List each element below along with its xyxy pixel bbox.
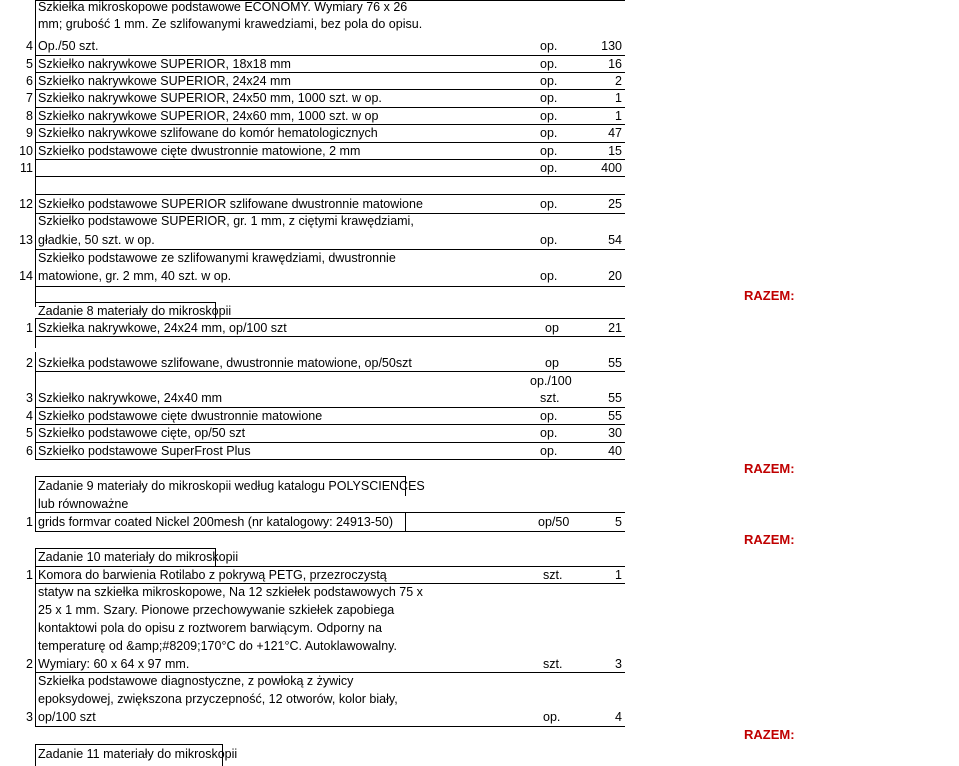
cell-no: 6 [26, 74, 33, 88]
cell-desc: Szkiełko nakrywkowe SUPERIOR, 18x18 mm [38, 57, 291, 71]
grid-line [35, 566, 36, 726]
cell-unit: op. [540, 161, 558, 175]
cell-qty: 16 [608, 57, 622, 71]
cell-qty: 3 [615, 657, 622, 671]
grid-line [35, 512, 36, 532]
cell-unit: op. [540, 197, 558, 211]
cell-no: 1 [26, 321, 33, 335]
cell-unit: op. [540, 426, 558, 440]
cell-desc: op/100 szt [38, 710, 96, 724]
grid-line [405, 513, 406, 532]
cell-no: 3 [26, 710, 33, 724]
cell-qty: 400 [601, 161, 622, 175]
cell-desc: statyw na szkiełka mikroskopowe, Na 12 szkiełek podstawowych 75 x [38, 585, 423, 599]
grid-line [35, 548, 36, 566]
cell-no: 6 [26, 444, 33, 458]
section-title: Zadanie 10 materiały do mikroskopii [38, 550, 239, 564]
razem-label: RAZEM: [744, 288, 795, 303]
cell-no: 13 [19, 233, 33, 247]
cell-qty: 55 [608, 391, 622, 405]
razem-label: RAZEM: [744, 532, 795, 547]
cell-no: 4 [26, 39, 33, 53]
cell-no: 5 [26, 426, 33, 440]
cell-unit: op [545, 356, 559, 370]
cell-unit: op. [543, 710, 561, 724]
cell-qty: 30 [608, 426, 622, 440]
cell-qty: 55 [608, 356, 622, 370]
cell-unit: op. [540, 91, 558, 105]
grid-line [35, 352, 36, 460]
cell-unit: szt. [540, 391, 560, 405]
section-title: Zadanie 11 materiały do mikroskopii [38, 747, 238, 761]
cell-desc: Szkiełko podstawowe ze szlifowanymi krawędziami, dwustronnie [38, 251, 396, 265]
cell-qty: 4 [615, 710, 622, 724]
grid-line [35, 318, 36, 348]
cell-qty: 55 [608, 409, 622, 423]
cell-qty: 1 [615, 568, 622, 582]
cell-desc: Szkiełka mikroskopowe podstawowe ECONOMY. Wymiary 76 x 26 [38, 0, 408, 14]
cell-desc: Wymiary: 60 x 64 x 97 mm. [38, 657, 190, 671]
cell-qty: 21 [608, 321, 622, 335]
cell-qty: 130 [601, 39, 622, 53]
cell-qty: 54 [608, 233, 622, 247]
cell-desc: Szkiełko podstawowe cięte dwustronnie matowione [38, 409, 323, 423]
cell-no: 10 [19, 144, 33, 158]
cell-unit: op. [540, 409, 558, 423]
cell-no: 2 [26, 657, 33, 671]
cell-no: 8 [26, 109, 33, 123]
cell-desc: Szkiełko nakrywkowe, 24x40 mm [38, 391, 223, 405]
cell-desc: matowione, gr. 2 mm, 40 szt. w op. [38, 269, 232, 283]
cell-no: 7 [26, 91, 33, 105]
grid-line [35, 476, 36, 513]
cell-unit: op. [540, 39, 558, 53]
grid-line [35, 726, 625, 727]
cell-no: 5 [26, 57, 33, 71]
cell-unit: op. [540, 74, 558, 88]
grid-line [35, 744, 36, 766]
grid-line [35, 176, 625, 177]
cell-desc: mm; grubość 1 mm. Ze szlifowanymi krawedziami, bez pola do opisu. [38, 17, 423, 31]
cell-qty: 2 [615, 74, 622, 88]
cell-desc: Szkiełko podstawowe SUPERIOR szlifowane dwustronnie matowione [38, 197, 423, 211]
cell-qty: 15 [608, 144, 622, 158]
cell-no: 11 [20, 161, 33, 175]
cell-desc: Komora do barwienia Rotilabo z pokrywą PETG, przezroczystą [38, 568, 387, 582]
cell-no: 14 [19, 269, 33, 283]
cell-desc: Szkiełko podstawowe SUPERIOR, gr. 1 mm, z ciętymi krawędziami, [38, 214, 414, 228]
cell-unit: op. [540, 269, 558, 283]
grid-line [35, 531, 625, 532]
cell-desc: Szkiełko podstawowe cięte, op/50 szt [38, 426, 246, 440]
cell-unit: op [545, 321, 559, 335]
section-title: Zadanie 8 materiały do mikroskopii [38, 304, 232, 318]
cell-desc: kontaktowi pola do opisu z roztworem barwiącym. Odporny na [38, 621, 382, 635]
cell-unit: op. [540, 126, 558, 140]
cell-qty: 20 [608, 269, 622, 283]
cell-desc: grids formvar coated Nickel 200mesh (nr katalogowy: 24913-50) [38, 515, 394, 529]
cell-unit: op. [540, 444, 558, 458]
cell-desc: Szkiełko nakrywkowe SUPERIOR, 24x24 mm [38, 74, 291, 88]
cell-qty: 25 [608, 197, 622, 211]
cell-no: 9 [26, 126, 33, 140]
cell-desc: Szkiełka podstawowe diagnostyczne, z powłoką z żywicy [38, 674, 354, 688]
cell-desc: epoksydowej, zwiększona przyczepność, 12 otworów, kolor biały, [38, 692, 398, 706]
cell-no: 2 [26, 356, 33, 370]
grid-line [35, 0, 36, 307]
cell-no: 3 [26, 391, 33, 405]
cell-no: 1 [26, 515, 33, 529]
cell-no: 12 [19, 197, 33, 211]
cell-qty: 1 [615, 91, 622, 105]
cell-desc: Szkiełko podstawowe cięte dwustronnie matowione, 2 mm [38, 144, 361, 158]
cell-desc: Szkiełka podstawowe szlifowane, dwustronnie matowione, op/50szt [38, 356, 412, 370]
cell-desc: Szkiełko nakrywkowe SUPERIOR, 24x60 mm, 1000 szt. w op [38, 109, 379, 123]
cell-unit: op. [540, 57, 558, 71]
cell-desc: Szkiełko nakrywkowe SUPERIOR, 24x50 mm, 1000 szt. w op. [38, 91, 382, 105]
cell-desc: Szkiełko podstawowe SuperFrost Plus [38, 444, 251, 458]
section-title: Zadanie 9 materiały do mikroskopii według katalogu POLYSCIENCES [38, 479, 425, 493]
cell-unit: op./100 [530, 374, 572, 388]
cell-qty: 1 [615, 109, 622, 123]
section-title: lub równoważne [38, 497, 129, 511]
cell-no: 1 [26, 568, 33, 582]
cell-unit: op. [540, 233, 558, 247]
cell-desc: Szkiełka nakrywkowe, 24x24 mm, op/100 szt [38, 321, 287, 335]
cell-desc: Op./50 szt. [38, 39, 99, 53]
razem-label: RAZEM: [744, 727, 795, 742]
grid-line [35, 286, 625, 287]
cell-unit: op. [540, 144, 558, 158]
cell-desc: gładkie, 50 szt. w op. [38, 233, 155, 247]
cell-desc: temperaturę od &amp;#8209;170°C do +121°C. Autoklawowalny. [38, 639, 397, 653]
cell-unit: szt. [543, 657, 563, 671]
cell-no: 4 [26, 409, 33, 423]
cell-desc: 25 x 1 mm. Szary. Pionowe przechowywanie szkiełek zapobiega [38, 603, 395, 617]
cell-desc: Szkiełko nakrywkowe szlifowane do komór hematologicznych [38, 126, 378, 140]
razem-label: RAZEM: [744, 461, 795, 476]
cell-unit: szt. [543, 568, 563, 582]
cell-unit: op. [540, 109, 558, 123]
cell-qty: 40 [608, 444, 622, 458]
cell-unit: op/50 [538, 515, 570, 529]
cell-qty: 5 [615, 515, 622, 529]
cell-qty: 47 [608, 126, 622, 140]
